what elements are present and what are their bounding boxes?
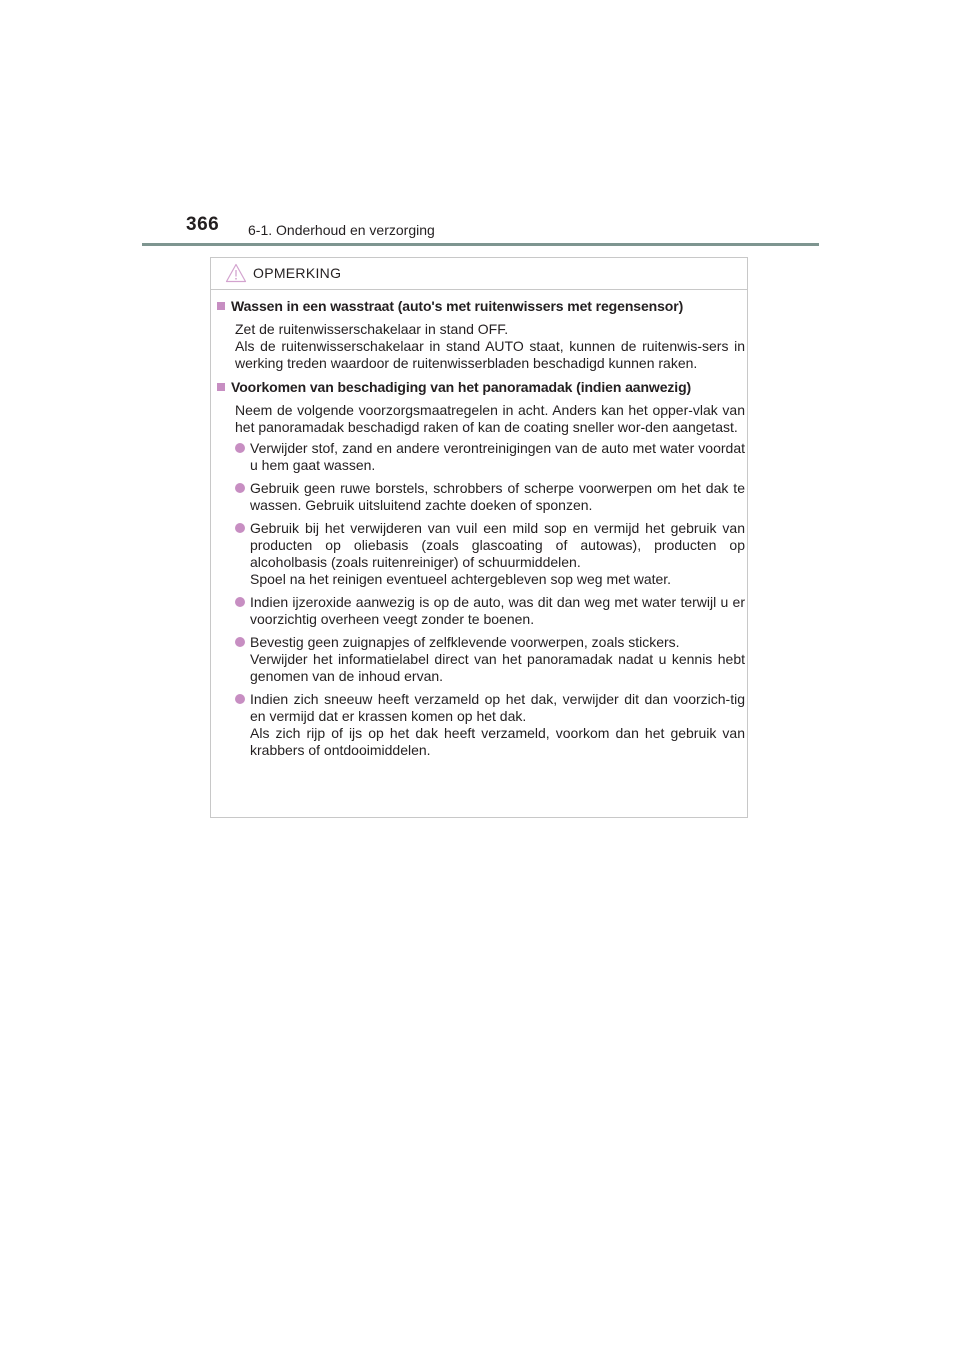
list-item-text: Indien zich sneeuw heeft verzameld op het dak, verwijder dit dan voorzich-tig en vermijd dat er krassen komen op het dak. <box>250 691 745 724</box>
list-item-text: Spoel na het reinigen eventueel achtergebleven sop weg met water. <box>250 571 672 587</box>
page-number: 366 <box>186 214 220 235</box>
list-item-text: Verwijder het informatielabel direct van het panoramadak nadat u kennis hebt genomen van de inhoud ervan. <box>250 651 745 684</box>
list-item <box>235 520 745 588</box>
section-paragraphs <box>235 321 745 372</box>
square-bullet-icon <box>217 302 225 310</box>
paragraph: Zet de ruitenwisserschakelaar in stand OFF. <box>235 321 509 337</box>
dot-bullet-icon <box>235 597 245 607</box>
notice-label: OPMERKING <box>253 265 342 281</box>
notice-box <box>210 257 748 818</box>
list-item-text: Indien ijzeroxide aanwezig is op de auto, was dit dan weg met water terwijl u er voorzichtig overheen veegt zonder te boenen. <box>250 594 745 627</box>
page-header <box>186 214 826 246</box>
dot-bullet-icon <box>235 637 245 647</box>
list-item <box>235 440 745 474</box>
square-bullet-icon <box>217 383 225 391</box>
list-item-text: Verwijder stof, zand en andere verontreinigingen van de auto met water voordat u hem gaat wassen. <box>250 440 745 473</box>
dot-bullet-icon <box>235 443 245 453</box>
notice-section-car-wash <box>217 298 745 372</box>
notice-header <box>211 258 747 290</box>
section-heading-text: Voorkomen van beschadiging van het panoramadak (indien aanwezig) <box>231 379 692 395</box>
list-item <box>235 594 745 628</box>
dot-bullet-icon <box>235 523 245 533</box>
section-heading <box>217 379 745 396</box>
bullet-list <box>217 440 745 759</box>
list-item-text: Gebruik bij het verwijderen van vuil een mild sop en vermijd het gebruik van producten op oliebasis (zoals glascoating of autowas), producten op alcoholbasis (zoals ruitenreiniger) of schuurmiddelen. <box>250 520 745 570</box>
dot-bullet-icon <box>235 483 245 493</box>
list-item-text: Als zich rijp of ijs op het dak heeft verzameld, voorkom dan het gebruik van krabbers of ontdooimiddelen. <box>250 725 745 758</box>
paragraph: Neem de volgende voorzorgsmaatregelen in acht. Anders kan het opper-vlak van het panoramadak beschadigd raken of kan de coating sneller wor-den aangetast. <box>235 402 745 435</box>
list-item <box>235 691 745 759</box>
paragraph: Als de ruitenwisserschakelaar in stand AUTO staat, kunnen de ruitenwis-sers in werking treden waardoor de ruitenwisserbladen beschadigd kunnen raken. <box>235 338 745 371</box>
section-title: 6-1. Onderhoud en verzorging <box>248 222 435 238</box>
section-paragraphs <box>235 402 745 436</box>
warning-triangle-icon <box>225 263 247 283</box>
section-heading <box>217 298 745 315</box>
notice-section-panoramic-roof <box>217 379 745 759</box>
list-item-text: Bevestig geen zuignapjes of zelfklevende voorwerpen, zoals stickers. <box>250 634 680 650</box>
list-item-text: Gebruik geen ruwe borstels, schrobbers of scherpe voorwerpen om het dak te wassen. Gebruik uitsluitend zachte doeken of sponzen. <box>250 480 745 513</box>
section-heading-text: Wassen in een wasstraat (auto's met ruitenwissers met regensensor) <box>231 298 684 314</box>
list-item <box>235 480 745 514</box>
notice-body <box>217 298 745 766</box>
dot-bullet-icon <box>235 694 245 704</box>
list-item <box>235 634 745 685</box>
header-rule <box>142 243 819 246</box>
